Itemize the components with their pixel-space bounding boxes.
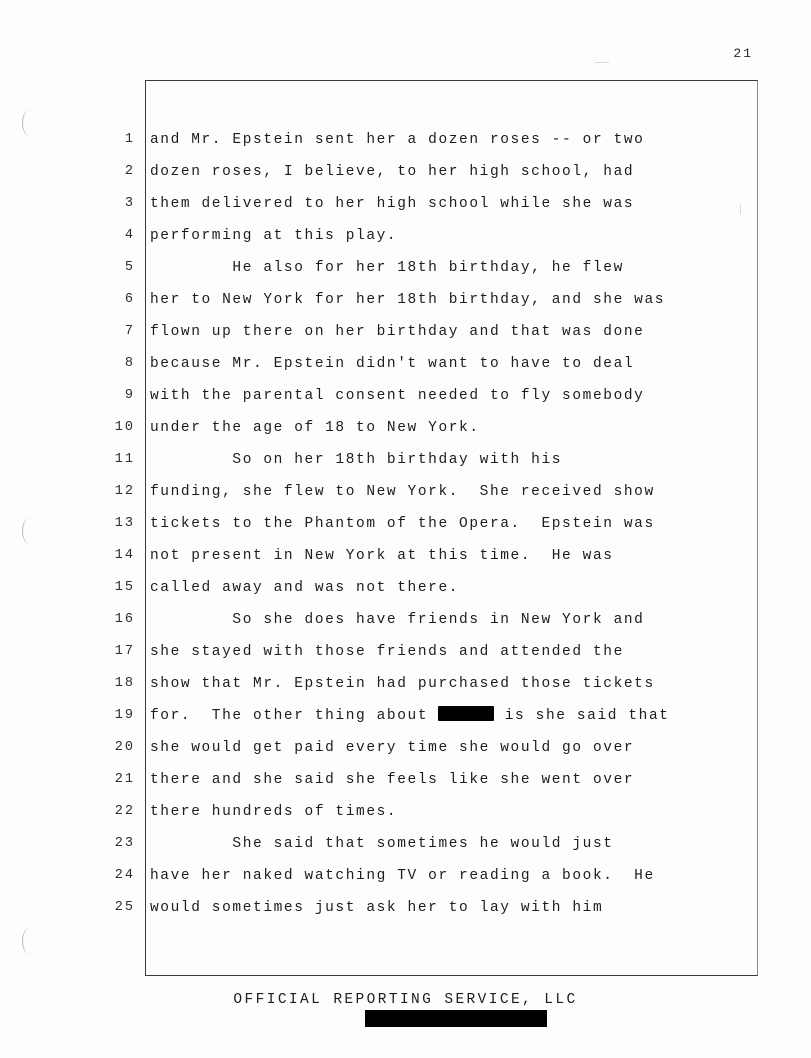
transcript-line: not present in New York at this time. He was: [150, 548, 614, 564]
line-number: 13: [114, 516, 135, 531]
transcript-line: there hundreds of times.: [150, 804, 398, 820]
line-number: 15: [114, 580, 135, 595]
redaction-bar: [438, 706, 494, 721]
line-number: 3: [124, 196, 135, 211]
line-number: 9: [124, 388, 135, 403]
transcript-line: with the parental consent needed to fly somebody: [150, 388, 645, 404]
transcript-line: So she does have friends in New York and: [150, 612, 645, 628]
transcript-line: because Mr. Epstein didn't want to have to deal: [150, 356, 635, 372]
transcript-line: she stayed with those friends and attended the: [150, 644, 624, 660]
transcript-line: called away and was not there.: [150, 580, 460, 596]
line-number: 2: [124, 164, 135, 179]
line-number: 18: [114, 676, 135, 691]
line-number: 14: [114, 548, 135, 563]
line-number: 21: [114, 772, 135, 787]
transcript-body: [150, 124, 750, 924]
line-text-before: for. The other thing about: [150, 708, 439, 724]
line-number: 23: [114, 836, 135, 851]
transcript-line: under the age of 18 to New York.: [150, 420, 480, 436]
transcript-line: tickets to the Phantom of the Opera. Epstein was: [150, 516, 655, 532]
page-number: 21: [733, 46, 753, 61]
line-number: 12: [114, 484, 135, 499]
line-number: 17: [114, 644, 135, 659]
line-number: 7: [124, 324, 135, 339]
line-number: 4: [124, 228, 135, 243]
transcript-line: flown up there on her birthday and that was done: [150, 324, 645, 340]
scan-artifact: [595, 62, 609, 63]
transcript-line: her to New York for her 18th birthday, and she was: [150, 292, 666, 308]
line-number: 10: [114, 420, 135, 435]
transcript-line: have her naked watching TV or reading a book. He: [150, 868, 655, 884]
transcript-line: performing at this play.: [150, 228, 398, 244]
line-number: 24: [114, 868, 135, 883]
transcript-line: funding, she flew to New York. She received show: [150, 484, 655, 500]
transcript-line: them delivered to her high school while she was: [150, 196, 635, 212]
transcript-line: dozen roses, I believe, to her high school, had: [150, 164, 635, 180]
binder-mark-icon: [22, 928, 37, 954]
transcript-line: and Mr. Epstein sent her a dozen roses -- or two: [150, 132, 645, 148]
line-number-column: [95, 124, 135, 924]
line-number: 8: [124, 356, 135, 371]
line-number: 6: [124, 292, 135, 307]
transcript-line: there and she said she feels like she went over: [150, 772, 635, 788]
line-number: 20: [114, 740, 135, 755]
transcript-line: So on her 18th birthday with his: [150, 452, 563, 468]
line-number: 1: [124, 132, 135, 147]
transcript-line: show that Mr. Epstein had purchased those tickets: [150, 676, 655, 692]
line-number: 5: [124, 260, 135, 275]
line-number: 19: [114, 708, 135, 723]
footer-redaction-bar: [365, 1010, 547, 1027]
line-number: 25: [114, 900, 135, 915]
footer-reporting-service: OFFICIAL REPORTING SERVICE, LLC: [233, 992, 578, 1008]
line-number: 16: [114, 612, 135, 627]
transcript-line: would sometimes just ask her to lay with him: [150, 900, 604, 916]
transcript-line: She said that sometimes he would just: [150, 836, 614, 852]
transcript-line: she would get paid every time she would go over: [150, 740, 635, 756]
line-number: 11: [114, 452, 135, 467]
binder-mark-icon: [22, 110, 37, 136]
line-number: 22: [114, 804, 135, 819]
binder-mark-icon: [22, 518, 37, 544]
transcript-line: He also for her 18th birthday, he flew: [150, 260, 624, 276]
line-text-after: is she said that: [494, 708, 670, 724]
transcript-line-redacted: [150, 700, 750, 732]
